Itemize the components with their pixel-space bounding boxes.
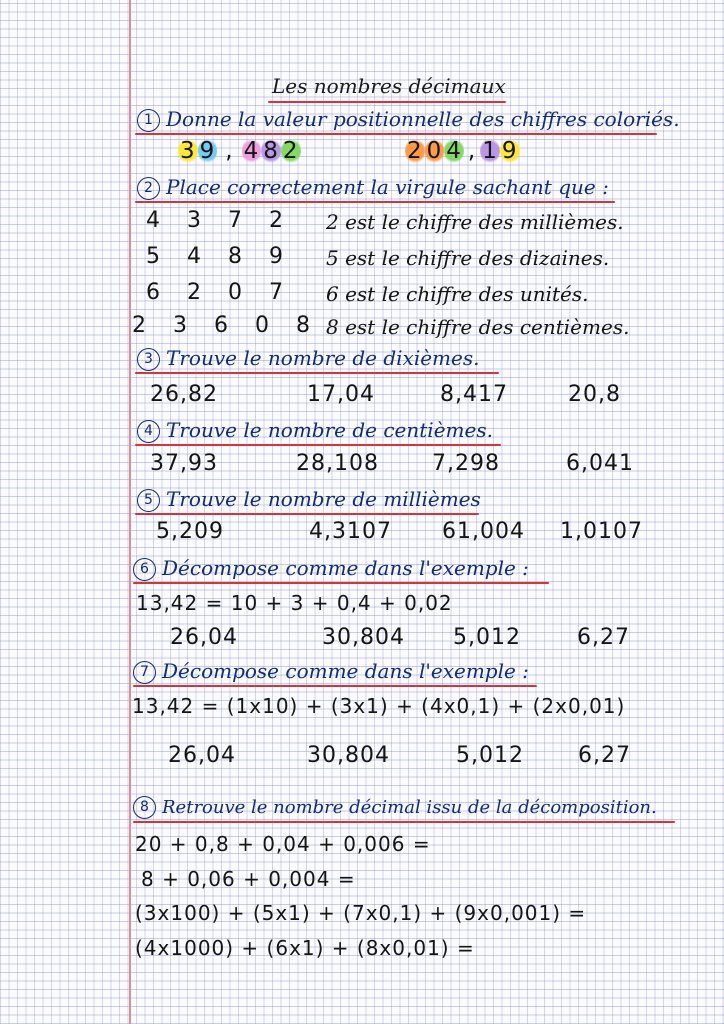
number: 26,04 <box>168 743 236 768</box>
exercise-number: 6 <box>133 558 156 581</box>
number: 17,04 <box>307 382 375 407</box>
exercise-1-heading <box>137 107 680 132</box>
exercise-number: 7 <box>133 661 156 684</box>
digit-row: 6 2 0 7 <box>146 280 293 305</box>
decomposition-line: 8 + 0,06 + 0,004 = <box>141 867 356 891</box>
highlighted-digit: 9 <box>199 138 216 164</box>
exercise-number: 2 <box>137 177 160 200</box>
digit-hint: 2 est le chiffre des millièmes. <box>326 210 624 234</box>
decomposition-line: (3x100) + (5x1) + (7x0,1) + (9x0,001) = <box>135 901 587 925</box>
decimal-comma: , <box>467 138 477 164</box>
exercise-instruction: Décompose comme dans l'exemple : <box>162 659 529 683</box>
number: 7,298 <box>432 451 500 476</box>
decimal-comma: , <box>225 138 234 164</box>
exercise-instruction: Trouve le nombre de centièmes. <box>166 418 493 442</box>
highlighted-digit: 2 <box>407 138 423 164</box>
digit-row: 5 4 8 9 <box>146 244 293 269</box>
decomposition-example: 13,42 = (1x10) + (3x1) + (4x0,1) + (2x0,01) <box>132 694 626 718</box>
exercise-2-heading <box>137 175 609 200</box>
number: 8,417 <box>440 382 508 407</box>
number: 30,804 <box>307 743 390 768</box>
highlighted-digit: 1 <box>482 138 498 164</box>
exercise-instruction: Donne la valeur positionnelle des chiffres coloriés. <box>166 107 680 131</box>
highlighted-digit: 9 <box>501 138 518 164</box>
exercise-underline <box>135 513 479 515</box>
highlighted-digit: 4 <box>243 138 260 164</box>
highlighted-digit: 8 <box>263 138 279 164</box>
decomposition-line: (4x1000) + (6x1) + (8x0,01) = <box>135 936 475 960</box>
number: 5,012 <box>453 625 521 650</box>
exercise-underline <box>135 201 615 203</box>
number: 37,93 <box>150 451 218 476</box>
number: 28,108 <box>296 451 379 476</box>
exercise-number: 5 <box>137 489 160 512</box>
number: 5,012 <box>456 743 524 768</box>
digit-hint: 6 est le chiffre des unités. <box>326 282 589 306</box>
exercise-8-heading <box>133 796 657 819</box>
number: 4,3107 <box>309 519 392 544</box>
decomposition-line: 20 + 0,8 + 0,04 + 0,006 = <box>135 832 431 856</box>
exercise-underline <box>135 372 499 374</box>
exercise-underline <box>133 821 675 823</box>
number: 5,209 <box>156 519 224 544</box>
title-underline <box>268 101 506 103</box>
digit-row: 4 3 7 2 <box>146 208 293 233</box>
exercise-number: 1 <box>137 109 160 132</box>
colored-number-1 <box>178 138 301 164</box>
exercise-underline <box>135 133 657 135</box>
exercise-instruction: Décompose comme dans l'exemple : <box>162 556 529 580</box>
exercise-6-heading <box>133 556 529 581</box>
exercise-underline <box>133 685 537 687</box>
exercise-4-heading <box>137 418 493 443</box>
highlighted-digit: 2 <box>282 138 299 164</box>
exercise-number: 8 <box>133 796 156 819</box>
digit-hint: 8 est le chiffre des centièmes. <box>326 315 630 339</box>
number: 6,27 <box>577 625 630 650</box>
exercise-instruction: Trouve le nombre de millièmes <box>166 487 481 511</box>
exercise-instruction: Trouve le nombre de dixièmes. <box>166 346 480 370</box>
exercise-5-heading <box>137 487 481 512</box>
exercise-instruction: Place correctement la virgule sachant que : <box>166 175 609 199</box>
decomposition-example: 13,42 = 10 + 3 + 0,4 + 0,02 <box>136 591 453 615</box>
number: 6,041 <box>566 451 634 476</box>
colored-number-2 <box>405 138 520 164</box>
number: 1,0107 <box>560 519 643 544</box>
digit-row: 2 3 6 0 8 <box>132 313 320 338</box>
exercise-underline <box>135 444 501 446</box>
number: 30,804 <box>322 625 405 650</box>
highlighted-digit: 4 <box>446 138 462 164</box>
exercise-7-heading <box>133 659 529 684</box>
number: 26,82 <box>150 382 218 407</box>
number: 61,004 <box>442 519 525 544</box>
exercise-number: 4 <box>137 420 160 443</box>
exercise-3-heading <box>137 346 479 371</box>
exercise-number: 3 <box>137 348 160 371</box>
digit-hint: 5 est le chiffre des dizaines. <box>326 246 610 270</box>
number: 26,04 <box>170 625 238 650</box>
exercise-underline <box>133 582 549 584</box>
exercise-instruction: Retrouve le nombre décimal issu de la décomposition. <box>162 797 657 818</box>
number: 20,8 <box>568 382 621 407</box>
number: 6,27 <box>578 743 631 768</box>
highlighted-digit: 3 <box>180 138 196 164</box>
highlighted-digit: 0 <box>426 138 443 164</box>
page-title: Les nombres décimaux <box>272 74 506 98</box>
